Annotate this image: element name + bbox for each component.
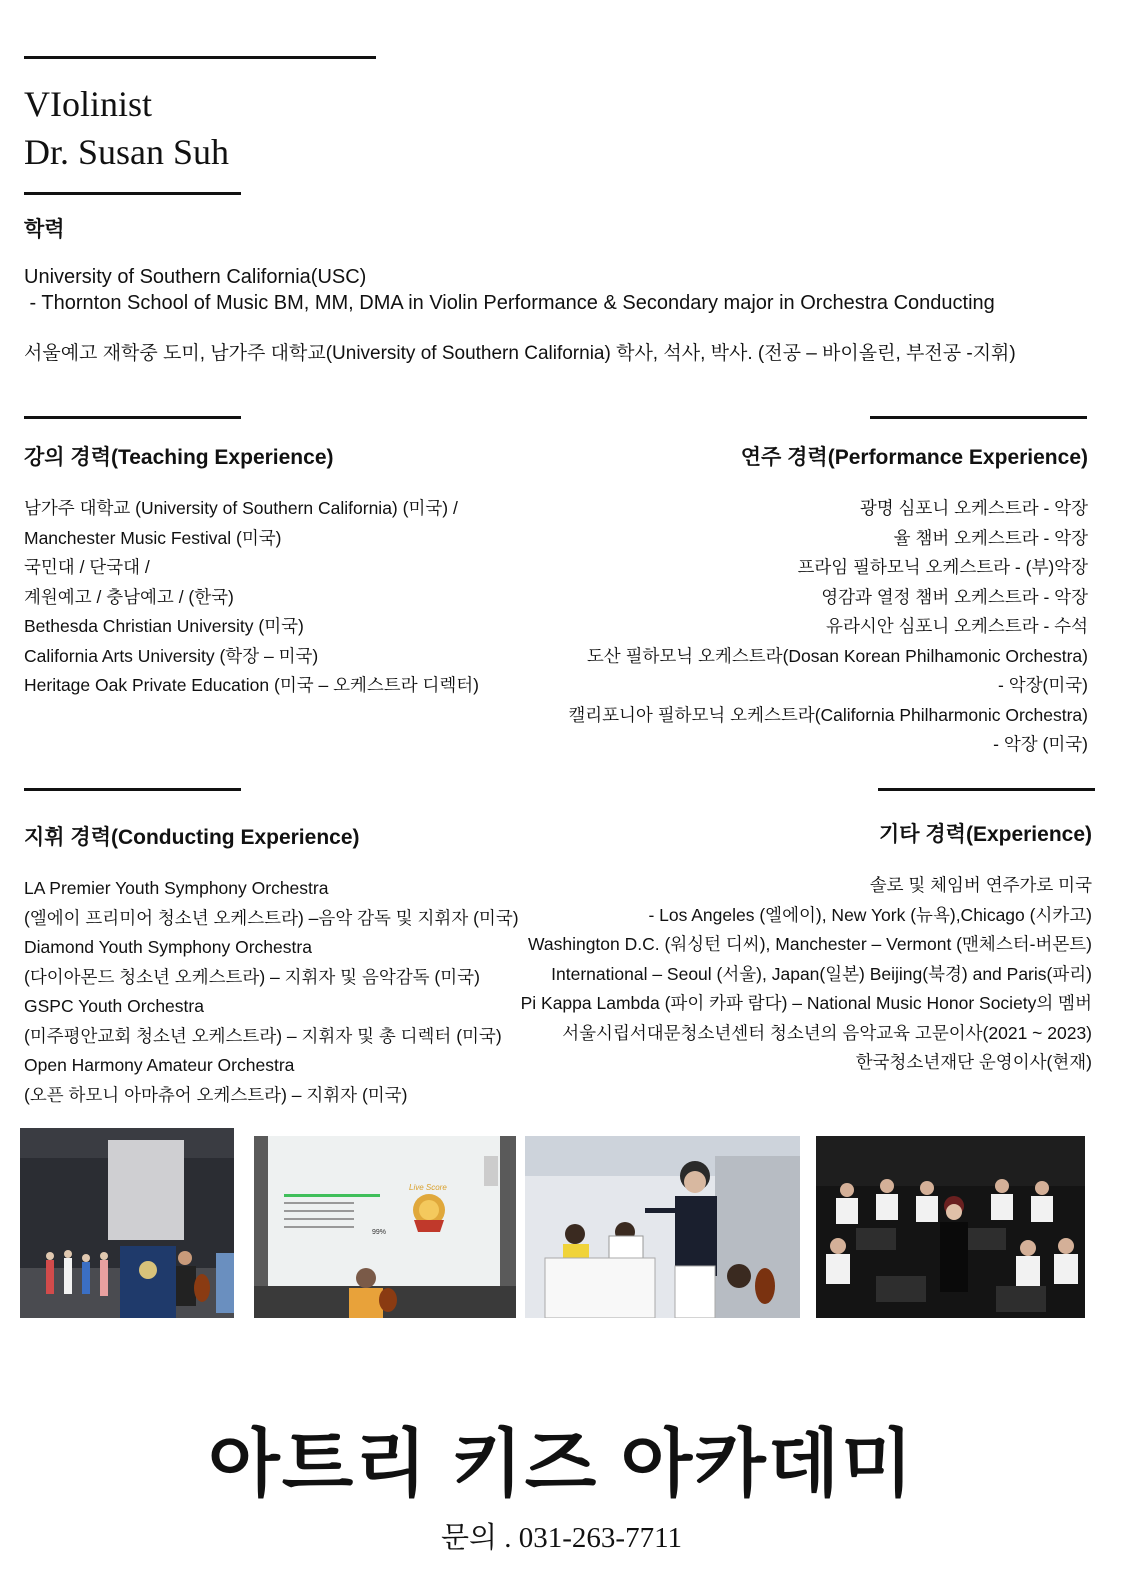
list-item: 국민대 / 단국대 / — [24, 557, 150, 577]
list-item: 계원예고 / 충남예고 / (한국) — [24, 586, 234, 607]
list-item: (엘에이 프리미어 청소년 오케스트라) –음악 감독 및 지휘자 (미국) — [24, 907, 519, 928]
list-item: Pi Kappa Lambda (파이 카파 람다) – National Music Honor Society의 멤버 — [520, 993, 1092, 1013]
list-item: Washington D.C. (워싱턴 디씨), Manchester – Vermont (맨체스터-버몬트) — [528, 934, 1092, 954]
photo-stage-rehearsal — [20, 1128, 234, 1318]
education-line-2: - Thornton School of Music BM, MM, DMA in Violin Performance & Secondary major in Orchestra Conducting — [24, 292, 995, 314]
role-title: VIolinist — [24, 84, 153, 124]
top-rule — [24, 56, 376, 59]
education-line-3: 서울예고 재학중 도미, 남가주 대학교(University of Southern California) 학사, 석사, 박사. (전공 – 바이올린, 부전공 -지휘) — [24, 343, 1016, 364]
list-item: 율 챔버 오케스트라 - 악장 — [893, 527, 1088, 548]
list-item: 광명 심포니 오케스트라 - 악장 — [859, 498, 1088, 518]
list-item: Diamond Youth Symphony Orchestra — [24, 937, 312, 957]
list-item: (오픈 하모니 아마츄어 오케스트라) – 지휘자 (미국) — [24, 1084, 408, 1105]
education-heading: 학력 — [24, 218, 65, 241]
performance-heading: 연주 경력(Performance Experience) — [740, 446, 1088, 469]
list-item: Open Harmony Amateur Orchestra — [24, 1055, 295, 1075]
conducting-rule — [24, 788, 241, 791]
list-item: GSPC Youth Orchestra — [24, 996, 204, 1016]
list-item: 한국청소년재단 운영이사(현재) — [855, 1052, 1092, 1072]
list-item: Manchester Music Festival (미국) — [24, 527, 282, 548]
list-item: 서울시립서대문청소년센터 청소년의 음악교육 고문이사(2021 ~ 2023) — [562, 1022, 1092, 1043]
photo-orchestra-concert — [816, 1136, 1085, 1318]
other-rule — [878, 788, 1095, 791]
contact-phone: 문의 . 031-263-7711 — [440, 1522, 683, 1554]
list-item: (미주평안교회 청소년 오케스트라) – 지휘자 및 총 디렉터 (미국) — [24, 1025, 502, 1046]
conducting-heading: 지휘 경력(Conducting Experience) — [24, 826, 360, 849]
list-item: (다이아몬드 청소년 오케스트라) – 지휘자 및 음악감독 (미국) — [24, 966, 480, 987]
title-underline — [24, 192, 241, 195]
other-list — [521, 871, 1092, 1078]
photo-conductor-teaching — [525, 1136, 800, 1318]
list-item: 남가주 대학교 (University of Southern California) (미국) / — [24, 498, 458, 518]
list-item: 캘리포니아 필하모닉 오케스트라(California Philharmonic Orchestra) — [568, 704, 1088, 725]
list-item: International – Seoul (서울), Japan(일본) Beijing(북경) and Paris(파리) — [551, 963, 1092, 984]
list-item: - 악장(미국) — [998, 675, 1088, 695]
page-title — [24, 80, 229, 176]
list-item: 유라시안 심포니 오케스트라 - 수석 — [826, 616, 1088, 636]
live-score-label: Live Score — [409, 1183, 447, 1192]
academy-name: 아트리 키즈 아카데미 — [208, 1422, 915, 1505]
percent-label: 99% — [372, 1229, 387, 1236]
teaching-heading: 강의 경력(Teaching Experience) — [24, 446, 334, 469]
performance-list — [568, 494, 1088, 760]
list-item: - 악장 (미국) — [993, 734, 1088, 754]
list-item: - Los Angeles (엘에이), New York (뉴욕),Chicago (시카고) — [648, 904, 1092, 925]
teaching-list — [24, 494, 479, 701]
list-item: 영감과 열정 챔버 오케스트라 - 악장 — [821, 586, 1088, 607]
photo-live-score-screen — [254, 1136, 516, 1318]
list-item: California Arts University (학장 – 미국) — [24, 645, 319, 666]
teaching-rule — [24, 416, 241, 419]
conducting-list — [24, 874, 519, 1110]
list-item: 솔로 및 체임버 연주가로 미국 — [869, 875, 1092, 895]
list-item: 프라임 필하모닉 오케스트라 - (부)악장 — [797, 557, 1088, 577]
performance-rule — [870, 416, 1087, 419]
education-line-1: University of Southern California(USC) — [24, 266, 367, 288]
list-item: Bethesda Christian University (미국) — [24, 616, 304, 636]
name-title: Dr. Susan Suh — [24, 132, 230, 172]
list-item: Heritage Oak Private Education (미국 – 오케스트라 디렉터) — [24, 675, 480, 695]
list-item: LA Premier Youth Symphony Orchestra — [24, 878, 329, 898]
other-heading: 기타 경력(Experience) — [878, 823, 1092, 846]
list-item: 도산 필하모닉 오케스트라(Dosan Korean Philhamonic Orchestra) — [586, 645, 1088, 666]
